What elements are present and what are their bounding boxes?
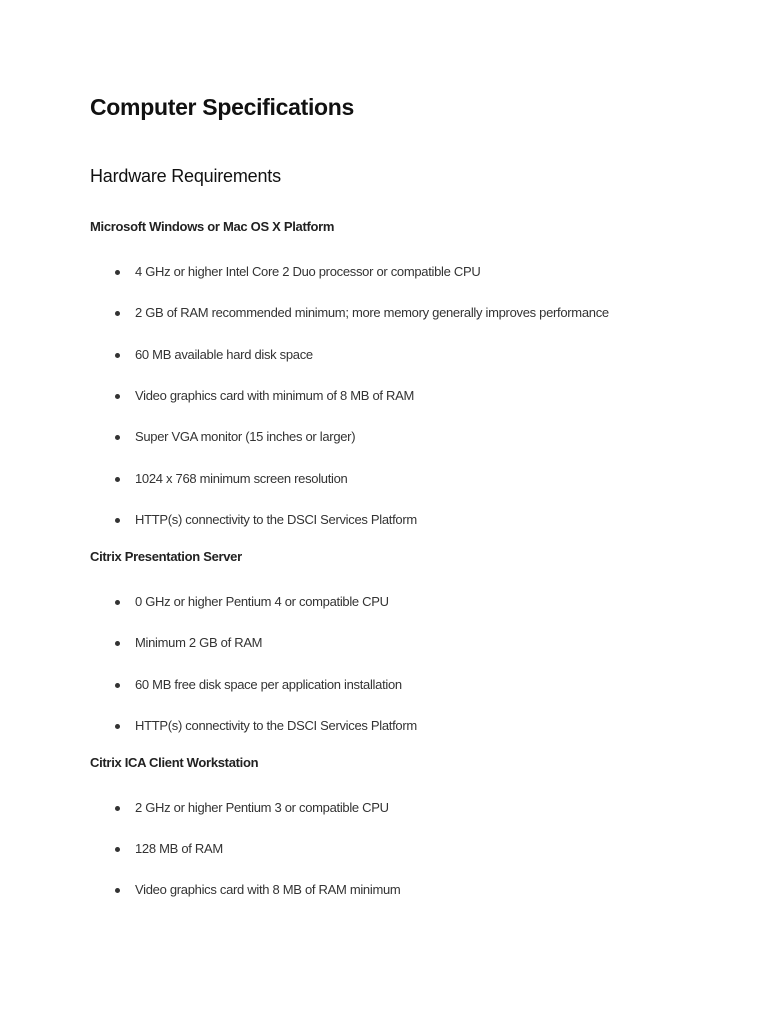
bullet-icon: [115, 683, 120, 688]
list-item-text: Video graphics card with minimum of 8 MB of RAM: [135, 388, 414, 403]
list-item-text: 0 GHz or higher Pentium 4 or compatible CPU: [135, 594, 389, 609]
section-title-hardware-requirements: Hardware Requirements: [90, 166, 281, 186]
list-item-text: 60 MB free disk space per application installation: [135, 677, 402, 692]
bullet-icon: [115, 806, 120, 811]
bullet-icon: [115, 847, 120, 852]
list-item-text: Video graphics card with 8 MB of RAM minimum: [135, 882, 401, 897]
section-heading-citrix-presentation-server: Citrix Presentation Server: [90, 549, 242, 564]
bullet-icon: [115, 518, 120, 523]
bullet-icon: [115, 270, 120, 275]
list-item-text: 128 MB of RAM: [135, 841, 223, 856]
bullet-icon: [115, 353, 120, 358]
section-heading-windows-mac: Microsoft Windows or Mac OS X Platform: [90, 219, 335, 234]
list-item-text: 2 GB of RAM recommended minimum; more memory generally improves performance: [135, 305, 609, 320]
bullet-icon: [115, 888, 120, 893]
list-item-text: 60 MB available hard disk space: [135, 347, 313, 362]
page-title: Computer Specifications: [90, 94, 355, 120]
list-item-text: Minimum 2 GB of RAM: [135, 635, 263, 650]
bullet-icon: [115, 311, 120, 316]
bullet-icon: [115, 477, 120, 482]
list-item-text: 1024 x 768 minimum screen resolution: [135, 471, 348, 486]
bullet-icon: [115, 724, 120, 729]
bullet-icon: [115, 641, 120, 646]
list-item-text: Super VGA monitor (15 inches or larger): [135, 429, 356, 444]
bullet-icon: [115, 394, 120, 399]
list-item-text: 2 GHz or higher Pentium 3 or compatible CPU: [135, 800, 389, 815]
section-heading-citrix-ica-client: Citrix ICA Client Workstation: [90, 755, 259, 770]
bullet-icon: [115, 600, 120, 605]
list-item-text: 4 GHz or higher Intel Core 2 Duo processor or compatible CPU: [135, 264, 481, 279]
list-item-text: HTTP(s) connectivity to the DSCI Services Platform: [135, 512, 417, 527]
bullet-icon: [115, 435, 120, 440]
list-item-text: HTTP(s) connectivity to the DSCI Services Platform: [135, 718, 417, 733]
